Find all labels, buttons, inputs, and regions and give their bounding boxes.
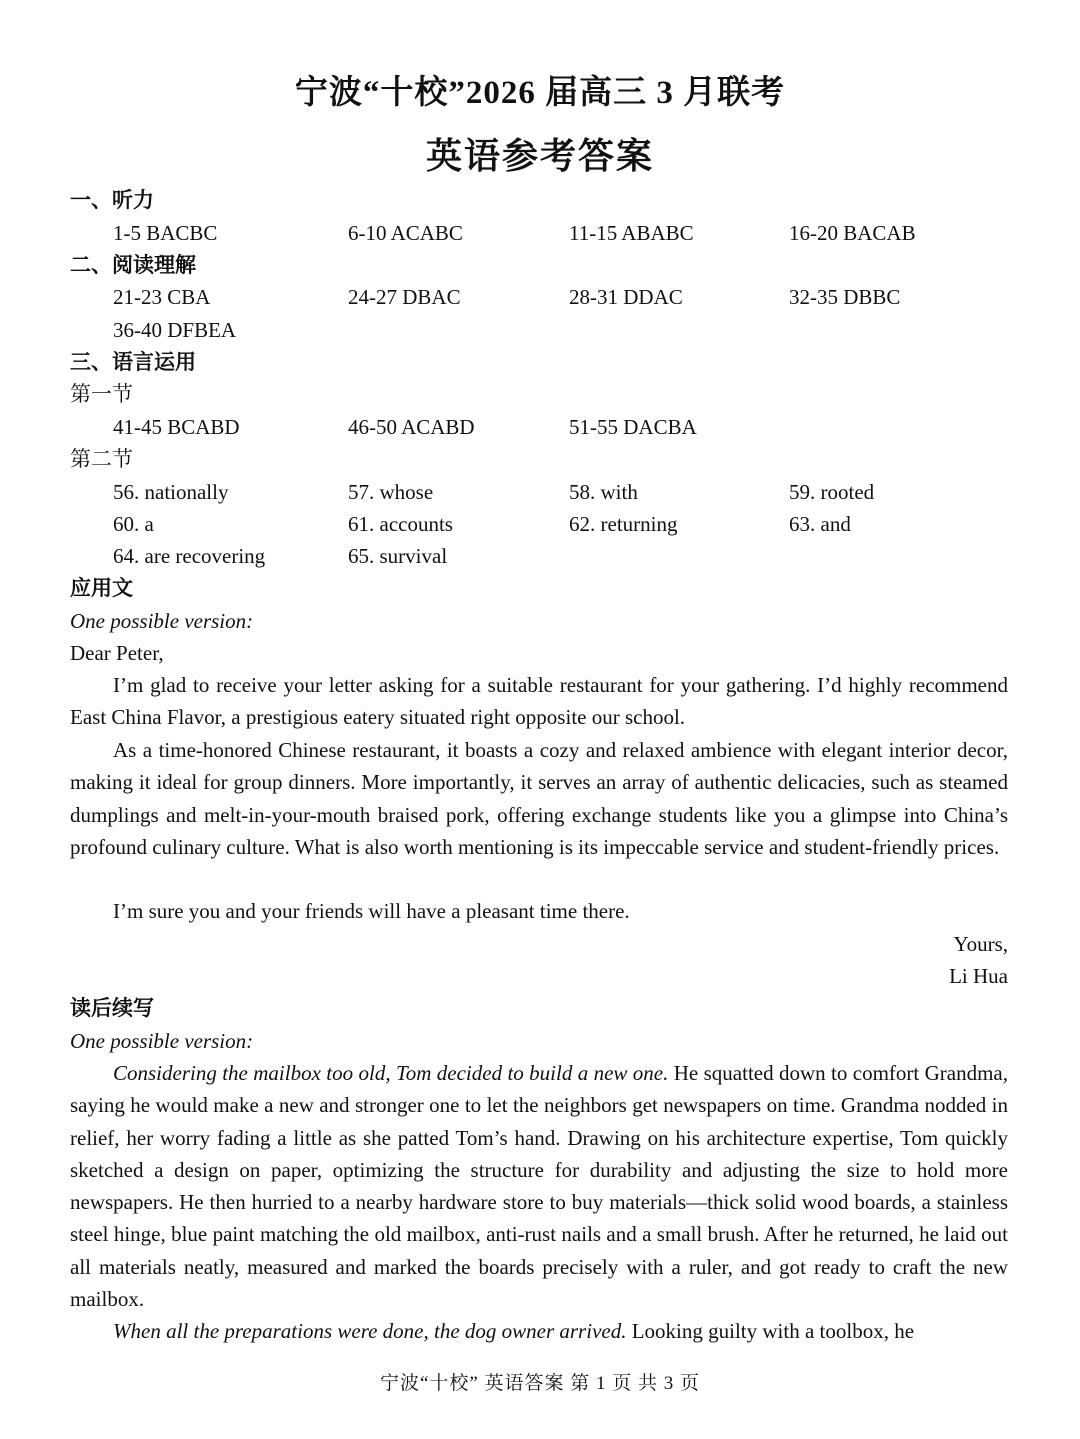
version-label: One possible version: bbox=[70, 1029, 254, 1053]
listening-answers-row bbox=[0, 217, 1080, 249]
answer-group: 41-45 BCABD bbox=[113, 415, 240, 439]
reading-heading-row bbox=[0, 249, 1080, 281]
writing-heading: 应用文 bbox=[70, 576, 133, 600]
writing-version-row bbox=[0, 605, 1080, 637]
answer-group: 16-20 BACAB bbox=[789, 221, 916, 245]
answer-item: 64. are recovering bbox=[113, 544, 266, 568]
salutation-row bbox=[0, 637, 1080, 669]
section2-label-row bbox=[0, 443, 1080, 475]
section2-label: 第二节 bbox=[70, 447, 133, 471]
page-footer: 宁波“十校” 英语答案 第 1 页 共 3 页 bbox=[379, 1373, 701, 1394]
letter-closing: Yours, bbox=[953, 932, 1008, 956]
reading-heading: 二、阅读理解 bbox=[70, 253, 196, 277]
continuation-heading-row bbox=[0, 992, 1080, 1024]
answer-group: 36-40 DFBEA bbox=[113, 318, 237, 342]
continuation-heading: 读后续写 bbox=[70, 996, 154, 1020]
answer-group: 24-27 DBAC bbox=[348, 285, 461, 309]
answer-item: 57. whose bbox=[348, 480, 434, 504]
section1-label: 第一节 bbox=[70, 382, 133, 406]
writing-heading-row bbox=[0, 572, 1080, 604]
listening-heading-row bbox=[0, 184, 1080, 216]
section2-answers-row bbox=[0, 508, 1080, 540]
letter-signature: Li Hua bbox=[949, 964, 1008, 988]
reading-answers-row bbox=[0, 281, 1080, 313]
continuation-version-row bbox=[0, 1025, 1080, 1057]
answer-group: 28-31 DDAC bbox=[569, 285, 683, 309]
section1-answers-row bbox=[0, 411, 1080, 443]
answer-group: 11-15 ABABC bbox=[569, 221, 694, 245]
version-label: One possible version: bbox=[70, 609, 254, 633]
paragraph-lead-sentence: When all the preparations were done, the dog owner arrived. bbox=[113, 1319, 627, 1343]
continuation-paragraph-2 bbox=[70, 1315, 1008, 1347]
answer-group: 1-5 BACBC bbox=[113, 221, 218, 245]
letter-paragraph: As a time-honored Chinese restaurant, it boasts a cozy and relaxed ambience with elegant interior decor, making it ideal for group dinners. More importantly, it serves an array of authentic delicacies, such as steamed dumplings and melt-in-your-mouth braised pork, offering exchange students like you a glimpse into China’s profound culinary culture. What is also worth mentioning is its impeccable service and student-friendly prices. bbox=[70, 738, 1008, 859]
paragraph-lead-sentence: Considering the mailbox too old, Tom decided to build a new one. bbox=[113, 1061, 669, 1085]
language-heading: 三、语言运用 bbox=[70, 350, 196, 374]
listening-heading: 一、听力 bbox=[70, 188, 154, 212]
answer-key-title: 英语参考答案 bbox=[425, 136, 654, 176]
answer-item: 63. and bbox=[789, 512, 851, 536]
letter-paragraph: I’m sure you and your friends will have a pleasant time there. bbox=[113, 899, 630, 923]
answer-item: 60. a bbox=[113, 512, 154, 536]
answer-item: 58. with bbox=[569, 480, 638, 504]
answer-item: 59. rooted bbox=[789, 480, 875, 504]
answer-item: 56. nationally bbox=[113, 480, 229, 504]
section2-answers-row bbox=[0, 540, 1080, 572]
answer-group: 6-10 ACABC bbox=[348, 221, 463, 245]
answer-item: 62. returning bbox=[569, 512, 678, 536]
answer-group: 51-55 DACBA bbox=[569, 415, 697, 439]
language-heading-row bbox=[0, 346, 1080, 378]
letter-paragraph: I’m glad to receive your letter asking for a suitable restaurant for your gathering. I’d highly recommend East China Flavor, a prestigious eatery situated right opposite our school. bbox=[70, 673, 1008, 730]
answer-item: 61. accounts bbox=[348, 512, 453, 536]
section2-answers-row bbox=[0, 476, 1080, 508]
exam-title: 宁波“十校”2026 届高三 3 月联考 bbox=[294, 75, 786, 111]
paragraph-body: Looking guilty with a toolbox, he bbox=[626, 1319, 915, 1343]
section1-label-row bbox=[0, 378, 1080, 410]
answer-item: 65. survival bbox=[348, 544, 448, 568]
reading-answers-row bbox=[0, 314, 1080, 346]
answer-group: 32-35 DBBC bbox=[789, 285, 901, 309]
salutation: Dear Peter, bbox=[70, 641, 164, 665]
continuation-paragraph-1 bbox=[70, 1057, 1008, 1315]
answer-group: 21-23 CBA bbox=[113, 285, 211, 309]
paragraph-body: He squatted down to comfort Grandma, saying he would make a new and stronger one to let the neighbors get newspapers on time. Grandma nodded in relief, her worry fading a little as she patted Tom’s hand. Drawing on his architecture expertise, Tom quickly sketched a design on paper, optimizing the structure for durability and adjusting the size to hold more newspapers. He then hurried to a nearby hardware store to buy materials—thick solid wood boards, a stainless steel hinge, blue paint matching the old mailbox, anti-rust nails and a small brush. After he returned, he laid out all materials neatly, measured and marked the boards precisely with a ruler, and got ready to craft the new mailbox. bbox=[70, 1061, 1008, 1312]
answer-group: 46-50 ACABD bbox=[348, 415, 475, 439]
